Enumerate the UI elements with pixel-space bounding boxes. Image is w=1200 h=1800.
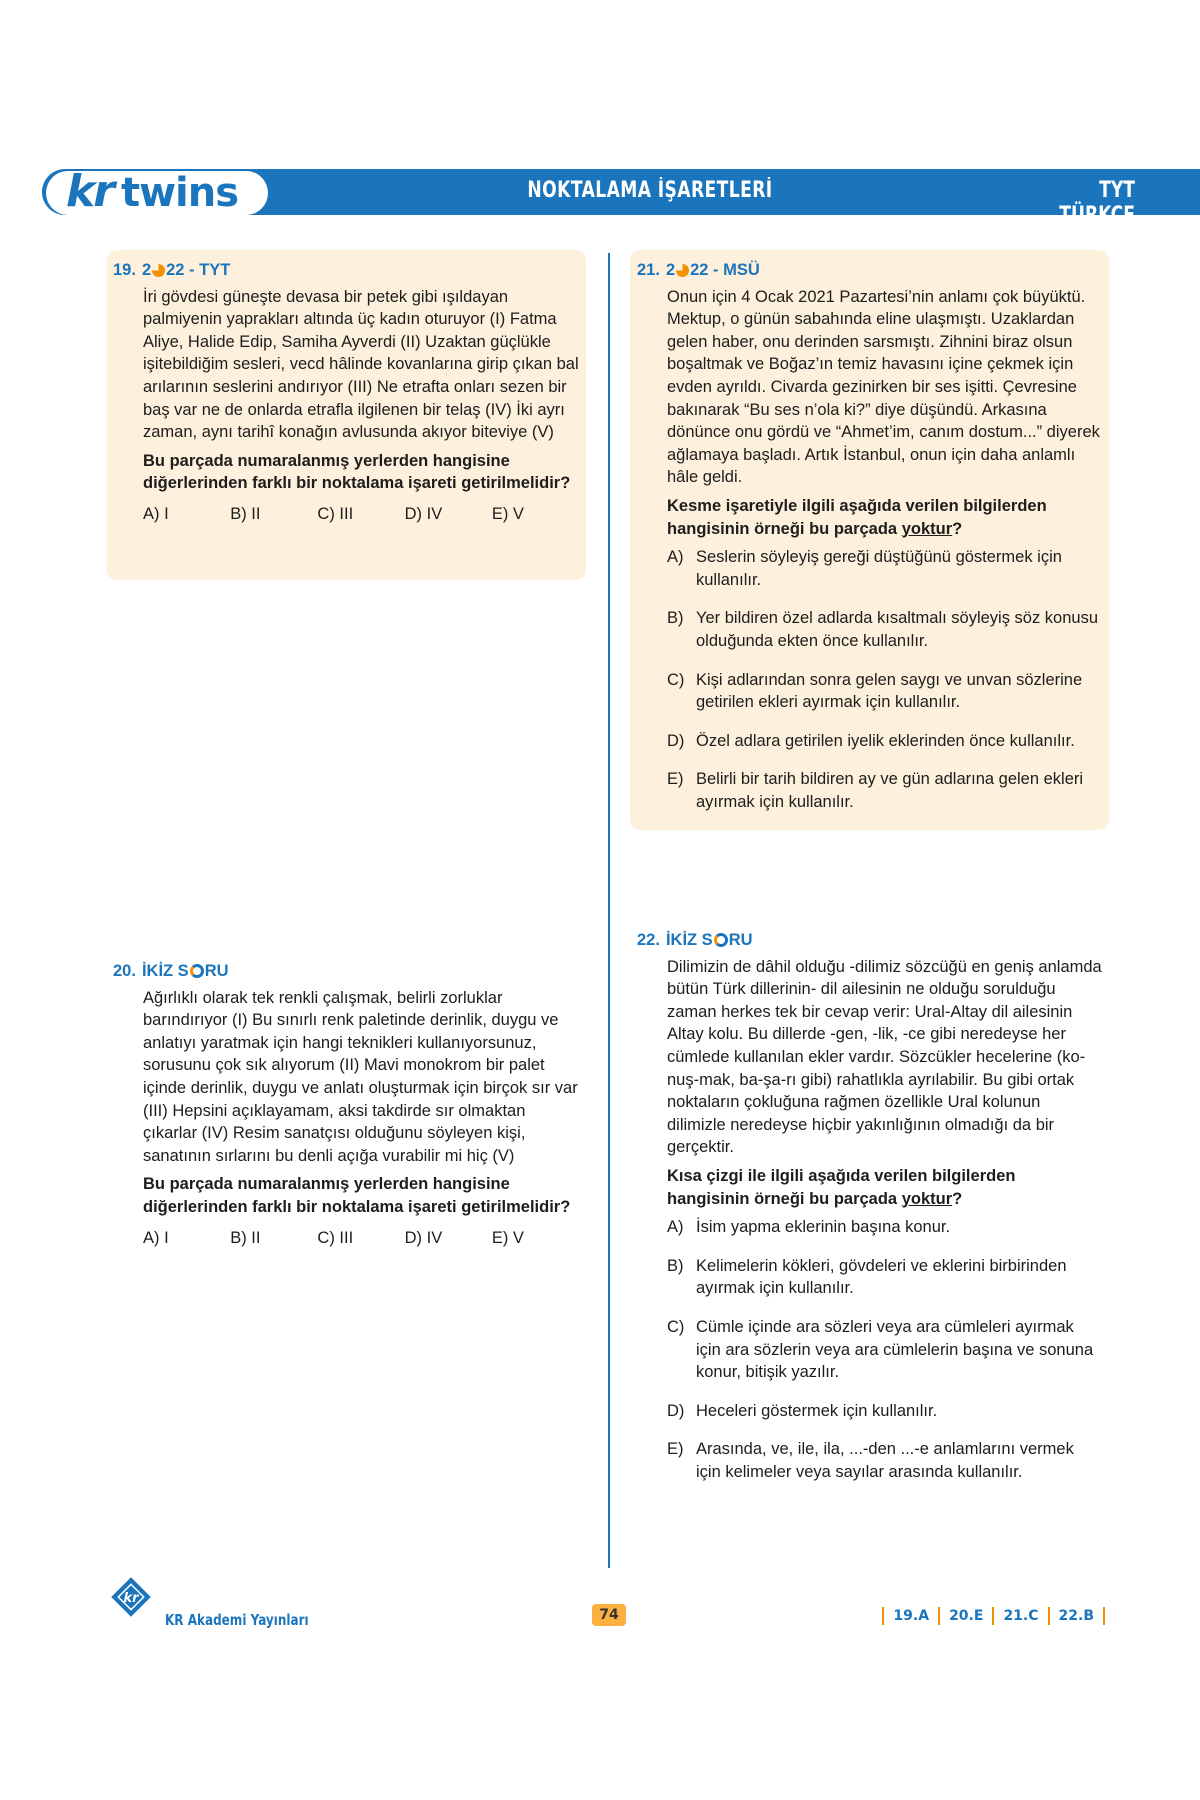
answer-21: 21.C bbox=[1003, 1608, 1039, 1624]
question-prompt bbox=[667, 495, 1102, 540]
question-number: 21. bbox=[637, 261, 660, 279]
prompt-end: ? bbox=[952, 519, 963, 538]
option-d[interactable] bbox=[667, 1400, 1102, 1423]
question-text: Dilimizin de dâhil olduğu -dilimiz sözcüğü en geniş anlamda bütün Türk dillerinin- dil ailesinin ne olduğu sorulduğu zaman herkes tek bir cevap verir: Ural-Altay dil ailesinin Altay kolu. Bu dillerde -gen, -lik, -ce gibi neredeyse her cümlede kullanılan ekler vardır. Sözcükler hecelerine (ko-nuş-mak, ba-şa-rı gibi) rahatlıkla ayrılabilir. Bu gibi ortak noktaların çokluğuna rağmen özellikle Ural kolunun dilimizle neredeyse hiçbir yakınlığının olmadığı da bir gerçektir. bbox=[667, 957, 1102, 1157]
question-prompt: Bu parçada numaralanmış yerlerden hangisine diğerlerinden farklı bir noktalama işareti getirilmelidir? bbox=[143, 1175, 571, 1216]
options-list bbox=[667, 1216, 1102, 1483]
prompt-emphasis: yoktur bbox=[901, 519, 953, 538]
question-22-header bbox=[637, 929, 1102, 952]
twin-label: İKİZ S bbox=[665, 931, 713, 949]
year-prefix: 2 bbox=[665, 261, 676, 279]
option-a[interactable]: A) I bbox=[143, 1228, 169, 1247]
options-row bbox=[143, 503, 579, 526]
twin-label: İKİZ S bbox=[141, 962, 189, 980]
question-number: 20. bbox=[113, 962, 136, 980]
option-text: Heceleri göstermek için kullanılır. bbox=[696, 1401, 938, 1420]
option-text: Kişi adlarından sonra gelen saygı ve unvan sözlerine getirilen ekleri ayırmak için kullanılır. bbox=[696, 670, 1083, 712]
answer-20: 20.E bbox=[949, 1608, 984, 1624]
question-20-header bbox=[113, 960, 579, 983]
option-letter: E) bbox=[667, 770, 684, 789]
option-text: Arasında, ve, ile, ila, ...-den ...-e anlamlarını vermek için kelimeler veya sayılar arasında kullanılır. bbox=[696, 1440, 1074, 1481]
kr-twins-logo bbox=[66, 166, 238, 216]
option-a[interactable] bbox=[667, 546, 1102, 591]
option-e[interactable] bbox=[667, 1438, 1102, 1483]
prompt-end: ? bbox=[952, 1189, 963, 1208]
option-e[interactable]: E) V bbox=[491, 504, 524, 523]
option-a[interactable]: A) I bbox=[143, 504, 169, 523]
options-list bbox=[667, 546, 1102, 813]
option-text: Özel adlara getirilen iyelik eklerinden önce kullanılır. bbox=[696, 731, 1075, 750]
option-a[interactable] bbox=[667, 1216, 1102, 1239]
question-text: İri gövdesi güneşte devasa bir petek gibi ışıldayan palmiyenin yaprakları altında üç kadın oturuyor (I) Fatma Aliye, Halide Edip, Samiha Ayverdi (II) Uzaktan güçlükle işitebildiğim sesleri, vecd hâlinde kovanlarına girip çıkan bal arılarının seslerini andırıyor (III) Ne etrafta onları sezen bir baş var ne de onlarda etrafla ilgilenen bir telaş (IV) İki ayrı zaman, aynı tarihî konağın avlusunda akıyor biteviye (V) bbox=[143, 287, 579, 442]
question-21 bbox=[637, 259, 1102, 829]
question-19-header bbox=[113, 259, 579, 282]
answer-22: 22.B bbox=[1058, 1608, 1094, 1624]
option-letter: C) bbox=[667, 670, 685, 689]
publisher-name: KR Akademi Yayınları bbox=[165, 1611, 309, 1629]
separator bbox=[992, 1607, 994, 1625]
twin-circle-icon bbox=[714, 933, 728, 947]
separator bbox=[938, 1607, 940, 1625]
option-letter: D) bbox=[667, 1401, 685, 1420]
option-text: Kelimelerin kökleri, gövdeleri ve eklerini birbirinden ayırmak için kullanılır. bbox=[696, 1256, 1067, 1298]
option-text: Seslerin söyleyiş gereği düştüğünü göstermek için kullanılır. bbox=[696, 548, 1062, 589]
option-c[interactable]: C) III bbox=[317, 504, 354, 523]
option-letter: B) bbox=[667, 1256, 684, 1275]
option-b[interactable] bbox=[667, 607, 1102, 652]
question-22 bbox=[637, 929, 1102, 1499]
question-number: 19. bbox=[113, 261, 136, 279]
question-text: Onun için 4 Ocak 2021 Pazartesi’nin anlamı çok büyüktü. Mektup, o günün sabahında eline ulaşmıştı. Uzaklardan gelen haber, onu derinden sarsmıştı. Zihnini biraz olsun boşaltmak ve Boğaz’ın temiz havasını içine çekmek için evden ayrıldı. Civarda gezinirken bir ses işitti. Çevresine bakınarak “Bu ses n’ola ki?” diye düşündü. Arkasına dönünce onu gördü ve “Ahmet’im, canım dostum...” diyerek ağlamaya başladı. Artık İstanbul, onun için daha anlamlı hâle geldi. bbox=[667, 287, 1100, 487]
option-c[interactable] bbox=[667, 1316, 1102, 1384]
option-letter: C) bbox=[667, 1317, 685, 1336]
publisher-logo-icon bbox=[108, 1574, 154, 1620]
twin-circle-icon bbox=[190, 964, 204, 978]
option-e[interactable] bbox=[667, 768, 1102, 813]
option-b[interactable]: B) II bbox=[230, 1228, 261, 1247]
option-d[interactable] bbox=[667, 730, 1102, 753]
logo-mark-text: kr bbox=[123, 1591, 139, 1606]
question-text: Ağırlıklı olarak tek renkli çalışmak, belirli zorluklar barındırıyor (I) Bu sınırlı renk paletinde derinlik, duygu ve anlatıyı yaratmak için hangi teknikleri kullanıyorsunuz, sorusunu çok sık alıyorum (II) Mavi monokrom bir palet içinde derinlik, duygu ve anlatı oluşturmak için birçok sır var (III) Hepsini açıklayamam, aksi takdirde sır olmaktan çıkarlar (IV) Resim sanatçısı olduğunu söyleyen kişi, sanatının sırlarını bu denli açığa vurabilir mi hiç (V) bbox=[143, 988, 578, 1165]
prompt-text: Kesme işaretiyle ilgili aşağıda verilen bilgilerden hangisinin örneği bu parçada bbox=[667, 496, 1047, 538]
option-e[interactable]: E) V bbox=[491, 1228, 524, 1247]
option-b[interactable] bbox=[667, 1255, 1102, 1300]
options-row bbox=[143, 1227, 579, 1250]
separator bbox=[1103, 1607, 1105, 1625]
answer-key bbox=[873, 1607, 1114, 1625]
page-number: 74 bbox=[592, 1604, 626, 1626]
question-19 bbox=[113, 259, 579, 526]
twin-label-end: RU bbox=[728, 931, 753, 949]
logo-kr-text: kr bbox=[66, 166, 113, 217]
year-prefix: 2 bbox=[141, 261, 152, 279]
question-prompt: Bu parçada numaralanmış yerlerden hangisine diğerlerinden farklı bir noktalama işareti getirilmelidir? bbox=[143, 451, 571, 493]
exam-source: 22 - MSÜ bbox=[690, 261, 760, 279]
prompt-emphasis: yoktur bbox=[901, 1189, 953, 1208]
option-letter: E) bbox=[667, 1440, 684, 1459]
logo-twins-text: twins bbox=[120, 170, 239, 216]
option-text: Belirli bir tarih bildiren ay ve gün adlarına gelen ekleri ayırmak için kullanılır. bbox=[696, 770, 1084, 811]
year-circle-icon bbox=[676, 264, 689, 277]
question-21-header bbox=[637, 259, 1102, 282]
separator bbox=[882, 1607, 884, 1625]
answer-19: 19.A bbox=[893, 1608, 930, 1624]
subject-label: TYT TÜRKÇE bbox=[1059, 178, 1135, 228]
year-circle-icon bbox=[152, 264, 165, 277]
question-number: 22. bbox=[637, 931, 660, 949]
page-title: NOKTALAMA İŞARETLERİ bbox=[527, 178, 773, 203]
question-20 bbox=[113, 960, 579, 1249]
option-c[interactable] bbox=[667, 669, 1102, 714]
separator bbox=[1048, 1607, 1050, 1625]
prompt-text: Kısa çizgi ile ilgili aşağıda verilen bilgilerden hangisinin örneği bu parçada bbox=[667, 1166, 1016, 1208]
option-b[interactable]: B) II bbox=[230, 504, 261, 523]
option-d[interactable]: D) IV bbox=[404, 504, 443, 523]
option-letter: A) bbox=[667, 548, 684, 567]
option-letter: D) bbox=[667, 731, 685, 750]
option-text: İsim yapma eklerinin başına konur. bbox=[696, 1218, 951, 1237]
option-d[interactable]: D) IV bbox=[404, 1228, 443, 1247]
twin-label-end: RU bbox=[204, 962, 229, 980]
question-prompt bbox=[667, 1165, 1102, 1210]
option-c[interactable]: C) III bbox=[317, 1228, 354, 1247]
column-divider bbox=[608, 253, 610, 1568]
exam-source: 22 - TYT bbox=[166, 261, 231, 279]
option-letter: B) bbox=[667, 609, 684, 628]
option-text: Yer bildiren özel adlarda kısaltmalı söyleyiş söz konusu olduğunda ekten önce kullanılır. bbox=[696, 609, 1099, 650]
option-letter: A) bbox=[667, 1218, 684, 1237]
option-text: Cümle içinde ara sözleri veya ara cümleleri ayırmak için ara sözlerin veya ara cümlelerin başına ve sonuna konur, bitişik yazılır. bbox=[696, 1317, 1094, 1382]
